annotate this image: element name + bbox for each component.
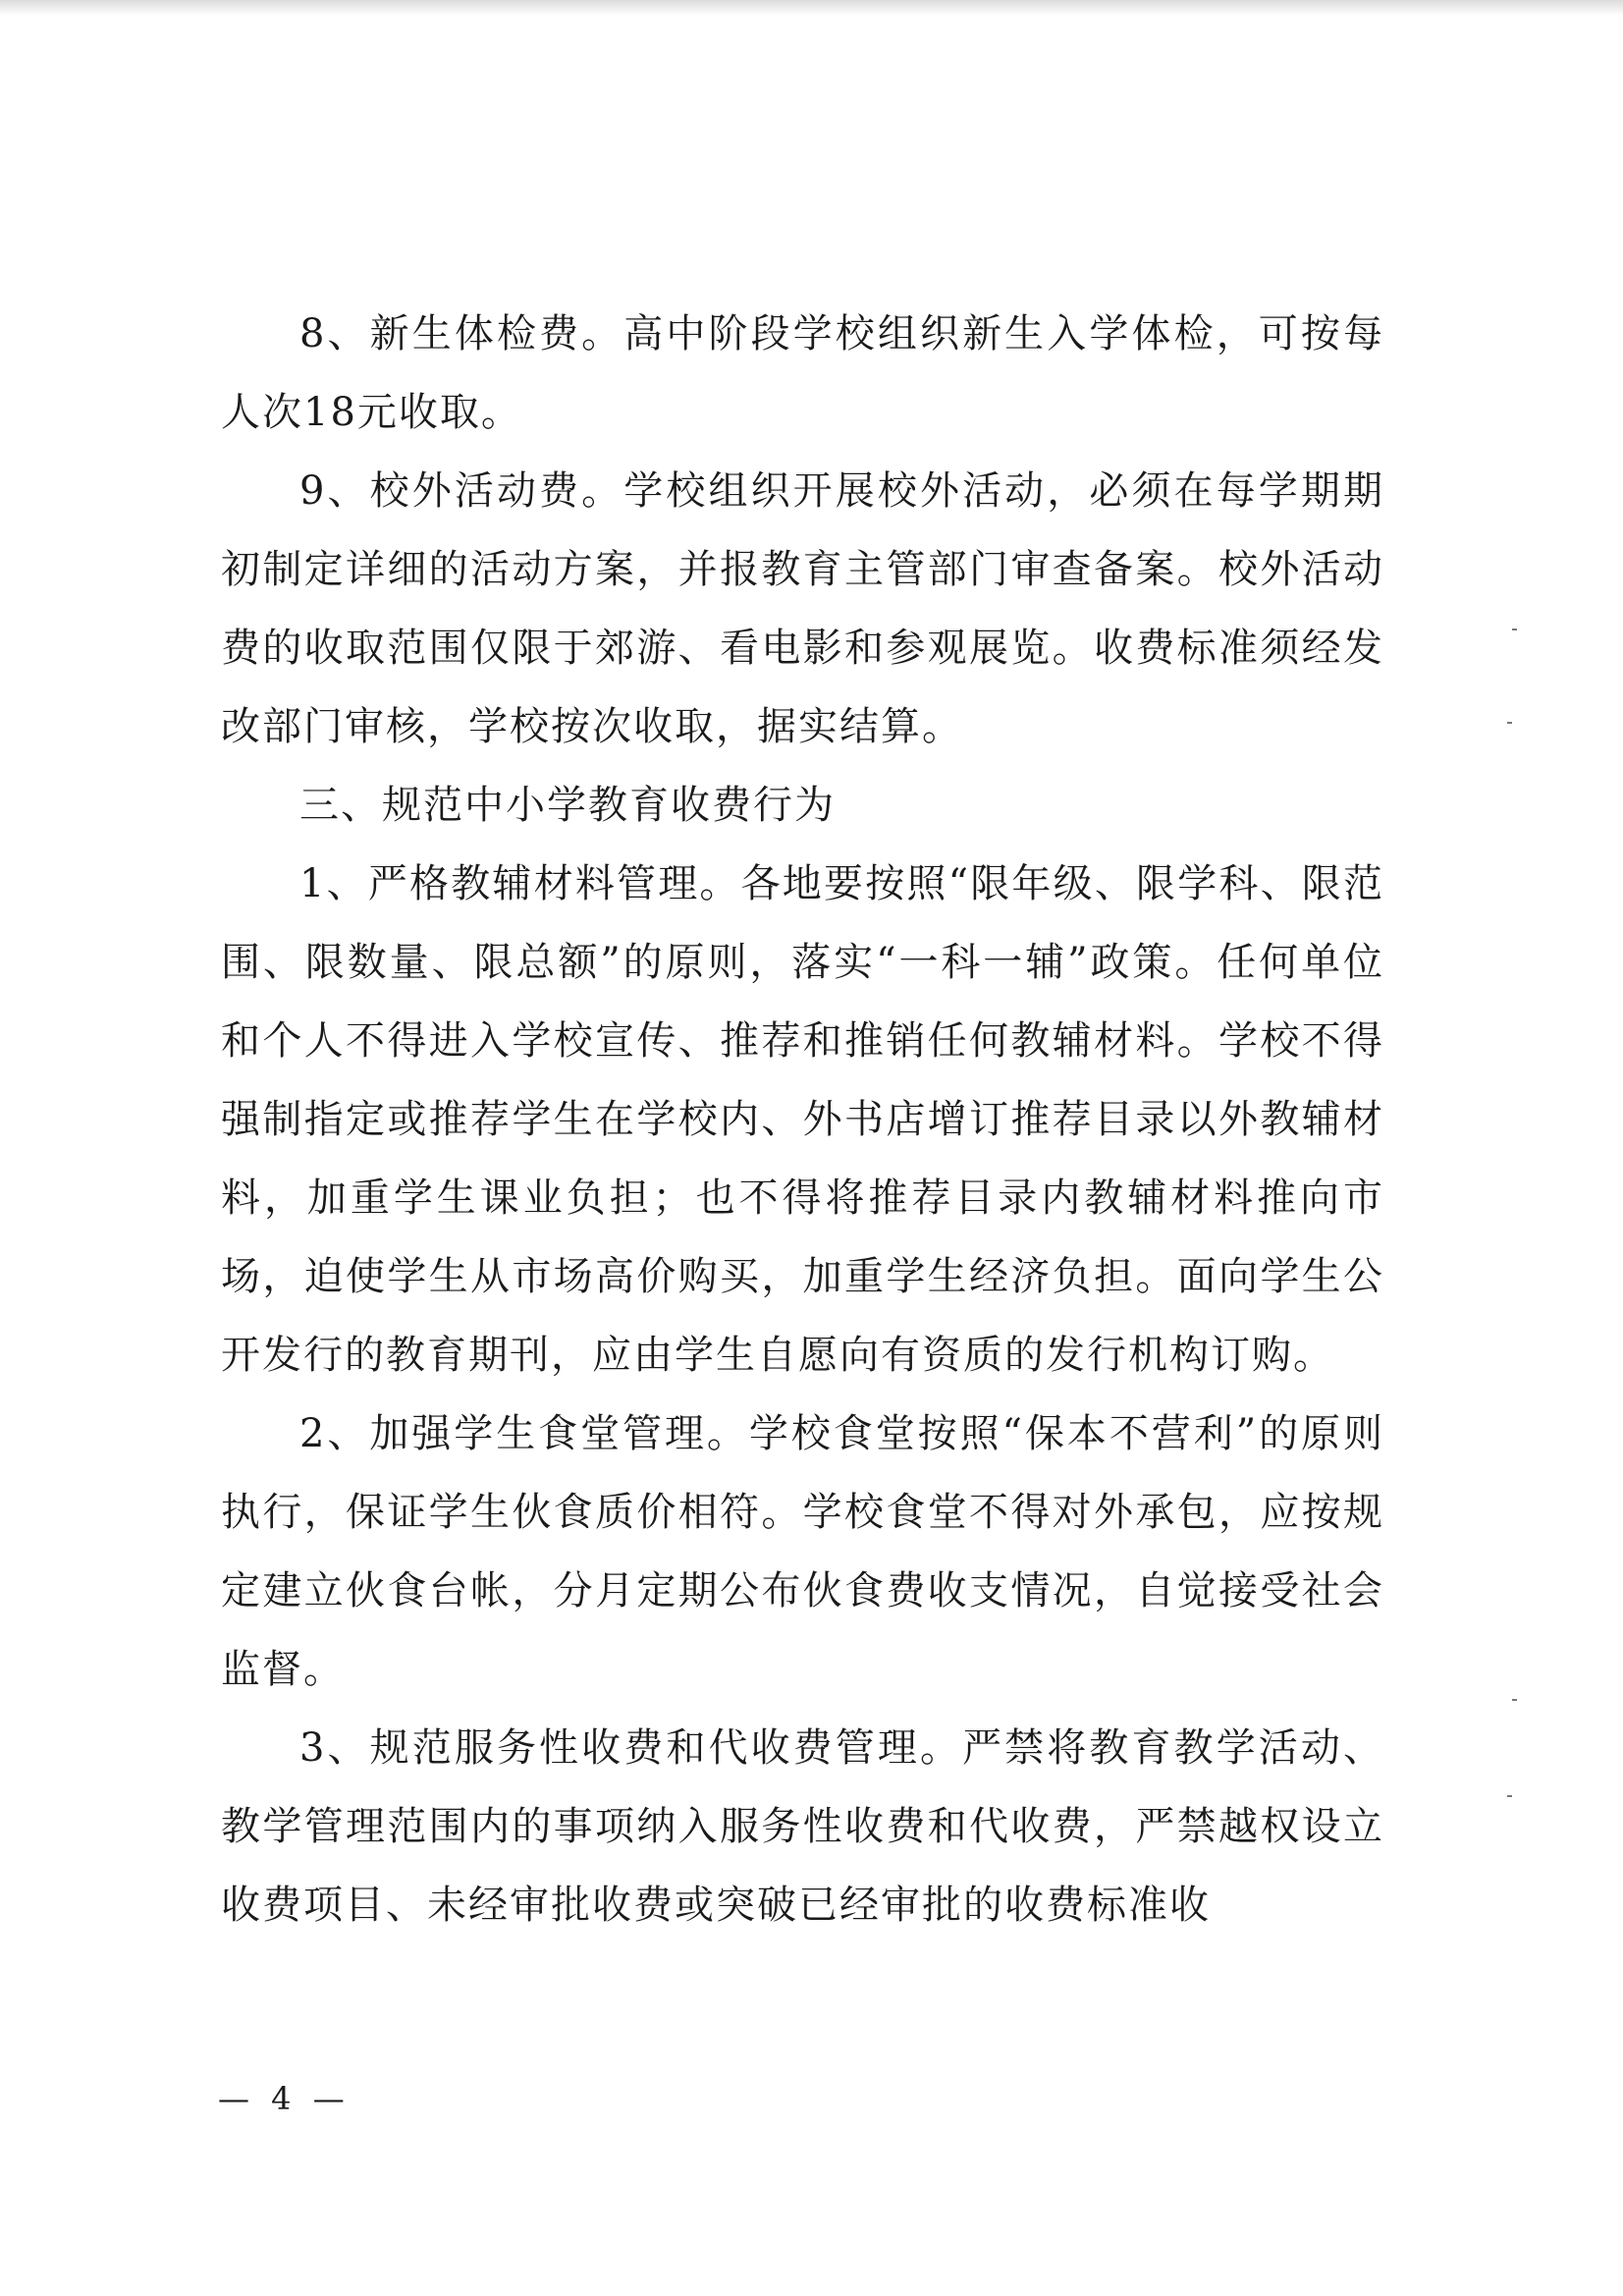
page-number: — 4 — bbox=[218, 2080, 351, 2117]
scan-top-edge bbox=[0, 0, 1623, 16]
section-heading-regulate-fees: 三、规范中小学教育收费行为 bbox=[299, 783, 836, 828]
paragraph-teaching-materials: 1、严格教辅材料管理。各地要按照“限年级、限学科、限范围、限数量、限总额”的原则，落实“一科一辅”政策。任何单位和个人不得进入学校宣传、推荐和推销任何教辅材料。学校不得强制指定或推荐学生在学校内、外书店增订推荐目录以外教辅材料，加重学生课业负担；也不得将推荐目录内教辅材料推向市场，迫使学生从市场高价购买，加重学生经济负担。面向学生公开发行的教育期刊，应由学生自愿向有资质的发行机构订购。 bbox=[221, 861, 1384, 1378]
scan-speck bbox=[1512, 629, 1517, 630]
scan-speck bbox=[1512, 1699, 1517, 1701]
scan-speck bbox=[1507, 1795, 1512, 1797]
document-body bbox=[221, 295, 1384, 1944]
paragraph-outdoor-activity-fee: 9、校外活动费。学校组织开展校外活动，必须在每学期期初制定详细的活动方案，并报教育主管部门审查备案。校外活动费的收取范围仅限于郊游、看电影和参观展览。收费标准须经发改部门审核，学校按次收取，据实结算。 bbox=[221, 468, 1384, 749]
scan-speck bbox=[1507, 722, 1512, 724]
paragraph-service-fees: 3、规范服务性收费和代收费管理。严禁将教育教学活动、教学管理范围内的事项纳入服务性收费和代收费，严禁越权设立收费项目、未经审批收费或突破已经审批的收费标准收 bbox=[221, 1725, 1384, 1928]
paragraph-student-canteen: 2、加强学生食堂管理。学校食堂按照“保本不营利”的原则执行，保证学生伙食质价相符。学校食堂不得对外承包，应按规定建立伙食台帐，分月定期公布伙食费收支情况，自觉接受社会监督。 bbox=[221, 1411, 1384, 1692]
paragraph-physical-exam-fee: 8、新生体检费。高中阶段学校组织新生入学体检，可按每人次18元收取。 bbox=[221, 311, 1384, 435]
